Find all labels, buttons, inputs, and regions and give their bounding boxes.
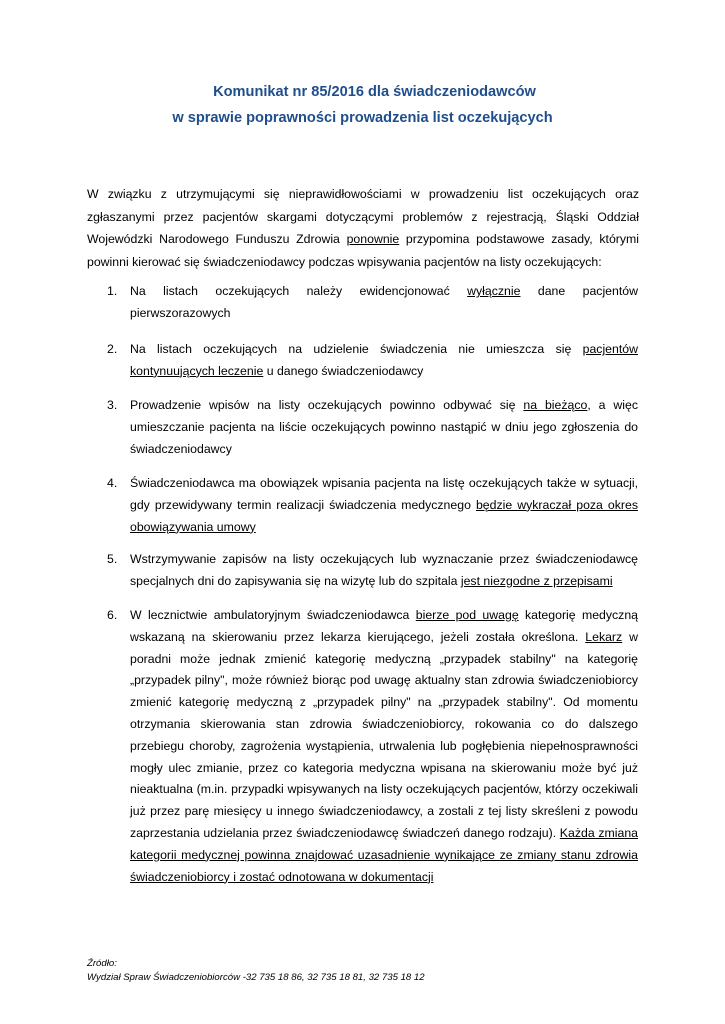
rule-text: W lecznictwie ambulatoryjnym świadczeniodawca bbox=[130, 608, 416, 622]
rule-text: Prowadzenie wpisów na listy oczekujących powinno odbywać się bbox=[130, 398, 524, 412]
document-title-line-2: w sprawie poprawności prowadzenia list oczekujących bbox=[172, 110, 553, 126]
source-footer bbox=[87, 957, 425, 985]
rule-number: 4. bbox=[107, 476, 118, 490]
intro-text-1: W związku z utrzymującymi się nieprawidłowościami w prowadzeniu list oczekujących oraz zgłaszanymi przez pacjentów skargami dotyczącymi problemów z rejestracją, Śląski Oddział Wojewódzki Narodowego Funduszu Zdrowia bbox=[87, 187, 639, 247]
rule-underlined: na bieżąco bbox=[523, 398, 588, 412]
rule-text: Na listach oczekujących należy ewidencjonować bbox=[130, 284, 468, 298]
rule-item-4 bbox=[107, 473, 638, 538]
intro-paragraph bbox=[87, 183, 639, 273]
source-contact: Wydział Spraw Świadczeniobiorców -32 735 18 86, 32 735 18 81, 32 735 18 12 bbox=[87, 972, 425, 983]
document-title-line-1: Komunikat nr 85/2016 dla świadczeniodawców bbox=[213, 84, 536, 100]
rule-number: 3. bbox=[107, 398, 118, 412]
rule-number: 5. bbox=[107, 552, 118, 566]
intro-text-2: przypomina podstawowe zasady, którymi powinni kierować się świadczeniodawcy podczas wpisywania pacjentów na listy oczekujących: bbox=[87, 232, 639, 269]
rule-underlined: Lekarz bbox=[585, 629, 623, 644]
rule-number: 1. bbox=[107, 284, 118, 298]
rule-underlined: jest niezgodne z przepisami bbox=[460, 573, 613, 588]
rule-underlined: będzie wykraczał poza okres obowiązywania umowy bbox=[130, 497, 638, 534]
rule-underlined: Każda zmiana kategorii medycznej powinna znajdować uzasadnienie wynikające ze zmiany stanu zdrowia świadczeniobiorcy i zostać odnotowana w dokumentacji bbox=[130, 825, 638, 884]
rule-text: Na listach oczekujących na udzielenie świadczenia nie umieszcza się bbox=[130, 342, 583, 356]
rule-item-3 bbox=[107, 395, 638, 460]
rule-text: Świadczeniodawca ma obowiązek wpisania pacjenta na listę oczekujących także w sytuacji, gdy przewidywany termin realizacji świadczenia medycznego bbox=[130, 476, 638, 512]
rule-text: kategorię medyczną wskazaną na skierowaniu przez lekarza kierującego, jeżeli została określona. bbox=[130, 608, 638, 644]
source-label: Źródło: bbox=[87, 958, 117, 969]
rule-text: u danego świadczeniodawcy bbox=[263, 363, 424, 378]
rule-text: , a więc umieszczanie pacjenta na liście oczekujących powinno nastąpić w dniu jego zgłoszenia do świadczeniodawcy bbox=[130, 398, 638, 456]
rule-text: w poradni może jednak zmienić kategorię medyczną „przypadek stabilny" na kategorię „przypadek pilny", może również biorąc pod uwagę aktualny stan zdrowia świadczeniobiorcy zmienić kategorię medyczną z „przypadek pilny" na „przypadek stabilny". Od momentu otrzymania skierowania stan zdrowia świadczeniobiorcy, rokowania co do dalszego przebiegu choroby, zagrożenia wystąpienia, utrwalenia lub pogłębienia niepełnosprawności mogły ulec zmianie, przez co kategoria medyczna wpisana na skierowaniu może być już nieaktualna (m.in. przypadki wpisywanych na listy oczekujących pacjentów, którzy oczekiwali już przez parę miesięcy u innego świadczeniodawcy, a zostali z tej listy skreśleni z powodu zaprzestania udzielania przez świadczeniodawcę świadczeń danego rodzaju). bbox=[130, 629, 638, 840]
rule-underlined: pacjentów kontynuujących leczenie bbox=[130, 342, 638, 378]
rule-item-6 bbox=[107, 605, 638, 888]
rule-text: Wstrzymywanie zapisów na listy oczekujących lub wyznaczanie przez świadczeniodawcę specjalnych dni do zapisywania się na wizytę lub do szpitala bbox=[130, 552, 638, 588]
rule-item-1 bbox=[107, 281, 638, 325]
intro-underlined: ponownie bbox=[346, 232, 400, 247]
rule-item-5 bbox=[107, 549, 638, 593]
rule-number: 6. bbox=[107, 608, 118, 622]
rule-underlined: wyłącznie bbox=[467, 284, 521, 298]
rule-number: 2. bbox=[107, 342, 118, 356]
rule-text: dane pacjentów pierwszorazowych bbox=[130, 284, 638, 320]
rule-underlined: bierze pod uwagę bbox=[415, 608, 519, 622]
rule-item-2 bbox=[107, 339, 638, 383]
